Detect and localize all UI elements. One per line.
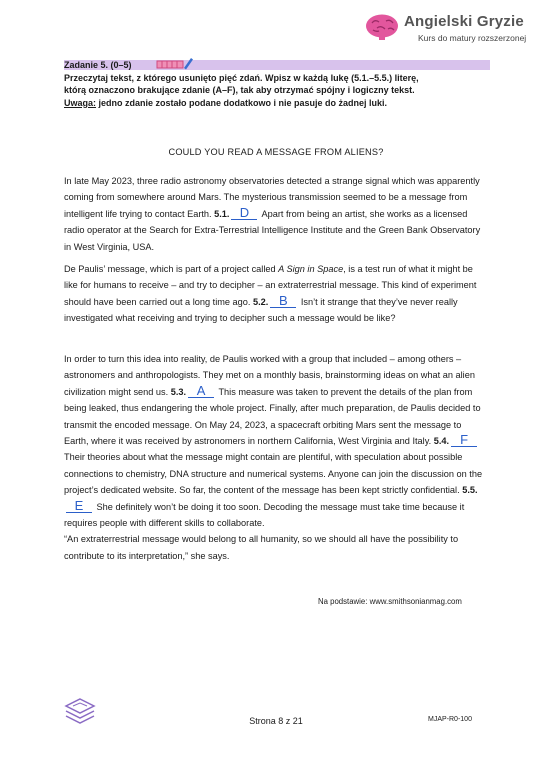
closing-quote: “An extraterrestrial message would belong to all humanity, so we should all have the possibility to contribute to its interpretation,” she says. xyxy=(64,534,459,561)
answer-5-4[interactable]: F xyxy=(451,434,477,447)
document-code: MJAP-R0-100 xyxy=(428,716,472,723)
answer-5-3[interactable]: A xyxy=(188,385,214,398)
task-instructions xyxy=(64,72,484,109)
task-title: Zadanie 5. (0–5) xyxy=(64,60,132,70)
article-paragraph-3 xyxy=(64,351,484,564)
instructions-line-2: którą oznaczono brakujące zdanie (A–F), tak aby otrzymać spójny i logiczny tekst. xyxy=(64,85,415,96)
source-citation: Na podstawie: www.smithsonianmag.com xyxy=(318,597,462,606)
paragraph-text: She definitely won’t be doing it too soon. Decoding the message must take time because it requires people with different skills to collaborate. xyxy=(64,501,465,529)
brand-subtitle: Kurs do matury rozszerzonej xyxy=(418,33,527,43)
paragraph-text: Isn’t it strange that they’ve never really investigated what receiving and trying to decipher such a message would be like? xyxy=(64,296,458,324)
paragraph-text: , is a test run of what it might be like for humans to receive – and try to decipher – an extraterrestrial message. This kind of experiment should have been carried out a long time ago. xyxy=(64,264,477,307)
article-paragraph-1 xyxy=(64,173,484,255)
gap-number-5-1: 5.1. xyxy=(214,208,230,219)
project-name: A Sign in Space xyxy=(278,264,344,274)
paragraph-text: In order to turn this idea into reality, de Paulis worked with a group that included – among others – astronomers and anthropologists. They met on a monthly basis, brainstorming ideas on what an alien civilization might send us. xyxy=(64,354,475,397)
paragraph-text: Their theories about what the message might contain are plentiful, with speculation about possible connections to chemistry, DNA structure and numerical systems. Anyone can join the discussion on the project’s dedicated website. So far, the content of the message has been kept strictly confidential. xyxy=(64,452,483,496)
page-number: Strona 8 z 21 xyxy=(249,716,303,726)
gap-number-5-5: 5.5. xyxy=(462,485,478,496)
brain-icon xyxy=(364,13,400,41)
paragraph-text: In late May 2023, three radio astronomy observatories detected a strange signal which was apparently coming from somewhere around Mars. The mysterious transmission seemed to be a message from intelligent life trying to contact Earth. xyxy=(64,176,480,219)
instructions-line-1: Przeczytaj tekst, z którego usunięto pięć zdań. Wpisz w każdą lukę (5.1.–5.5.) literę, xyxy=(64,73,419,83)
paragraph-text: De Paulis’ message, which is part of a project called xyxy=(64,264,279,274)
article-paragraph-2 xyxy=(64,261,484,327)
brand-name: Angielski Gryzie xyxy=(404,13,524,30)
instructions-note xyxy=(64,97,484,109)
gap-number-5-2: 5.2. xyxy=(252,296,269,307)
answer-5-2[interactable]: B xyxy=(270,295,296,308)
note-label: Uwaga: xyxy=(64,97,97,108)
answer-5-1[interactable]: D xyxy=(231,207,257,220)
paragraph-text: Apart from being an artist, she works as a licensed radio operator at the Search for Extra-Terrestrial Intelligence Institute and the Green Bank Observatory in West Virginia, USA. xyxy=(64,208,481,252)
gap-number-5-3: 5.3. xyxy=(170,386,187,397)
article-title: COULD YOU READ A MESSAGE FROM ALIENS? xyxy=(168,147,384,157)
answer-5-5[interactable]: E xyxy=(66,500,92,513)
pencil-icon xyxy=(156,57,194,71)
note-text: jedno zdanie zostało podane dodatkowo i nie pasuje do żadnej luki. xyxy=(96,97,388,108)
gap-number-5-4: 5.4. xyxy=(433,436,450,447)
paragraph-text: This measure was taken to prevent the details of the plan from being leaked, thus endangering the whole project. Finally, after much preparation, de Paulis decided to transmit the encoded message. On May 24, 2023, a spacecraft orbiting Mars sent the message to Earth, where it was received by astronomers in northern California, West Virginia and Italy. xyxy=(64,386,481,447)
